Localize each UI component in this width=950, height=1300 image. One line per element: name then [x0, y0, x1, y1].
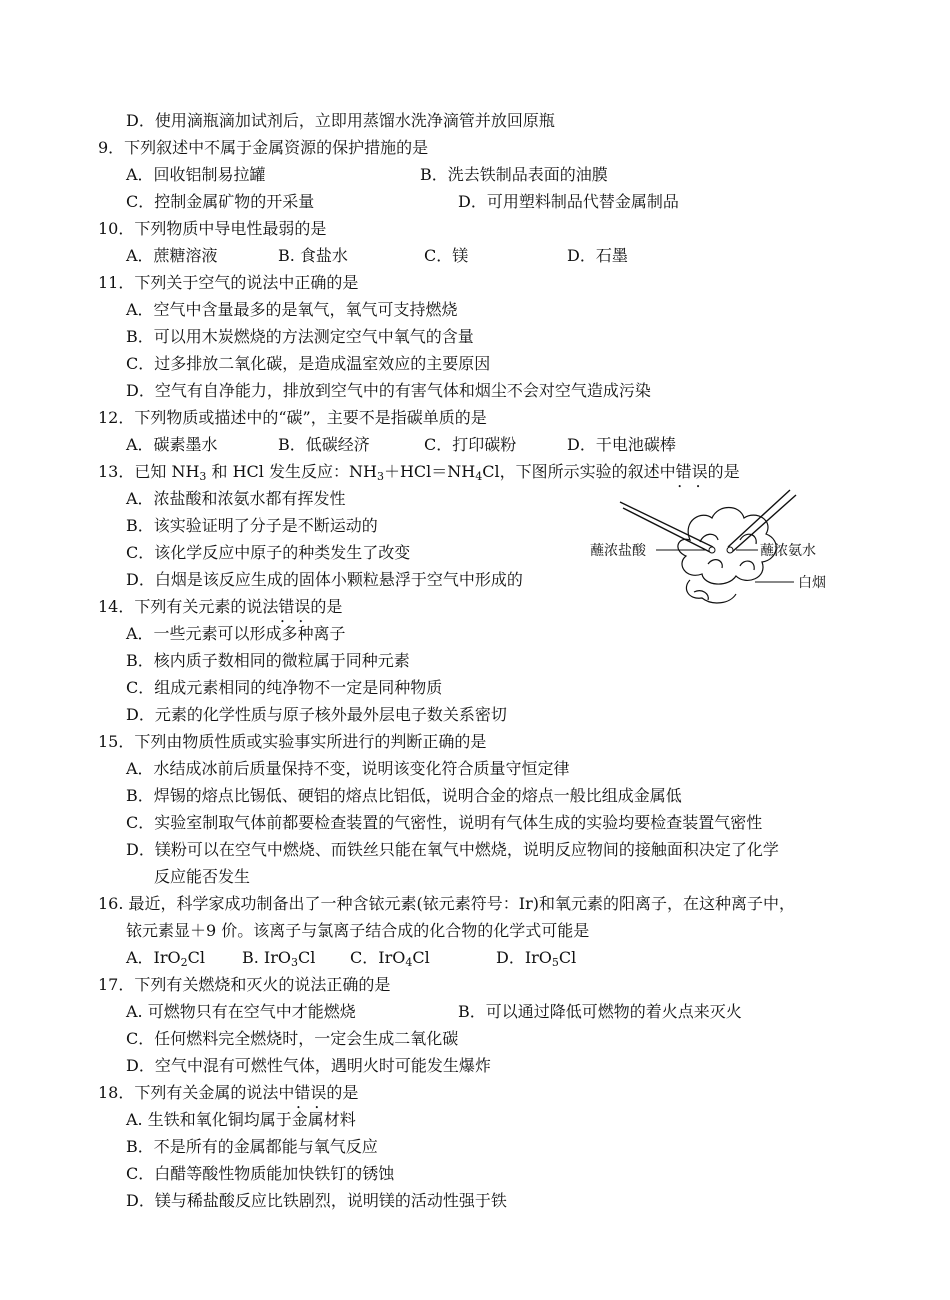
q18-option-c: C．白醋等酸性物质能加快铁钉的锈蚀 — [126, 1164, 395, 1183]
label-conc-ammonia: 蘸浓氨水 — [760, 543, 816, 559]
q10-option-c: C．镁 — [424, 246, 469, 265]
q15-option-b: B．焊锡的熔点比锡低、硬铝的熔点比铝低，说明合金的熔点一般比组成金属低 — [126, 786, 682, 805]
q15-option-d-continued: 反应能否发生 — [154, 867, 251, 886]
q17-option-a: A. 可燃物只有在空气中才能燃烧 — [126, 1002, 356, 1021]
subscript: 4 — [475, 470, 483, 483]
q9-option-a: A．回收铝制易拉罐 — [126, 165, 266, 184]
experiment-diagram — [590, 480, 850, 620]
q13-stem-part: ＋HCl＝NH — [383, 462, 476, 481]
q12-stem: 12．下列物质或描述中的“碳”，主要不是指碳单质的是 — [98, 408, 487, 427]
emphasis-word: 错误 • • — [294, 1083, 326, 1102]
q14-option-a: A．一些元素可以形成多种离子 — [126, 624, 346, 643]
white-smoke-experiment-figure — [590, 480, 850, 620]
q18-stem — [98, 1082, 358, 1104]
q18-option-d: D．镁与稀盐酸反应比铁剧烈，说明镁的活动性强于铁 — [126, 1191, 507, 1210]
q14-stem-part: 的是 — [310, 597, 343, 616]
q9-option-b: B．洗去铁制品表面的油膜 — [420, 165, 608, 184]
q16-stem: 16. 最近，科学家成功制备出了一种含铱元素(铱元素符号：Ir)和氧元素的阳离子，在这种离子中， — [98, 894, 795, 913]
q10-option-d: D．石墨 — [567, 246, 628, 265]
q14-option-b: B．核内质子数相同的微粒属于同种元素 — [126, 651, 410, 670]
label-conc-hcl: 蘸浓盐酸 — [590, 543, 646, 559]
q18-stem-part: 的是 — [326, 1083, 359, 1102]
subscript: 2 — [180, 956, 188, 969]
subscript: 5 — [551, 956, 559, 969]
rod-tip-right — [727, 547, 733, 553]
q8-option-d: D．使用滴瓶滴加试剂后，立即用蒸馏水洗净滴管并放回原瓶 — [126, 111, 555, 130]
subscript: 4 — [405, 956, 413, 969]
q17-option-b: B．可以通过降低可燃物的着火点来灭火 — [458, 1002, 742, 1021]
emphasis-word: 错误 • • — [676, 462, 708, 481]
q18-stem-part: 18．下列有关金属的说法中 — [98, 1083, 295, 1102]
rod-tip-left — [709, 547, 715, 553]
q13-stem-part: 的是 — [707, 462, 740, 481]
q11-option-a: A．空气中含量最多的是氧气，氧气可支持燃烧 — [126, 300, 458, 319]
formula-part: Cl — [298, 948, 316, 967]
q14-option-d: D．元素的化学性质与原子核外最外层电子数关系密切 — [126, 705, 507, 724]
formula-part: Cl — [187, 948, 206, 967]
q12-option-d: D．干电池碳棒 — [567, 435, 676, 454]
formula-part: B. IrO — [242, 948, 292, 967]
q14-stem-part: 14．下列有关元素的说法 — [98, 597, 279, 616]
q12-option-c: C．打印碳粉 — [424, 435, 517, 454]
q17-stem: 17．下列有关燃烧和灭火的说法正确的是 — [98, 975, 391, 994]
q13-option-c: C．该化学反应中原子的种类发生了改变 — [126, 543, 411, 562]
q12-option-b: B．低碳经济 — [278, 435, 370, 454]
q9-option-c: C．控制金属矿物的开采量 — [126, 192, 315, 211]
q15-stem: 15．下列由物质性质或实验事实所进行的判断正确的是 — [98, 732, 487, 751]
formula-part: D．IrO — [496, 948, 552, 967]
subscript: 3 — [199, 470, 207, 483]
emphasis-word: 错误 • • — [278, 597, 310, 616]
formula-part: A．IrO — [126, 948, 181, 967]
q18-option-b: B．不是所有的金属都能与氧气反应 — [126, 1137, 378, 1156]
q17-option-c: C．任何燃料完全燃烧时，一定会生成二氧化碳 — [126, 1029, 459, 1048]
subscript: 3 — [291, 956, 299, 969]
formula-part: C．IrO — [350, 948, 406, 967]
q9-option-d: D．可用塑料制品代替金属制品 — [458, 192, 679, 211]
q11-option-d: D．空气有自净能力，排放到空气中的有害气体和烟尘不会对空气造成污染 — [126, 381, 651, 400]
q13-option-a: A．浓盐酸和浓氨水都有挥发性 — [126, 489, 346, 508]
label-white-smoke: 白烟 — [798, 575, 826, 591]
q18-option-a: A. 生铁和氧化铜均属于金属材料 — [126, 1110, 356, 1129]
q13-stem-part: 13．已知 NH — [98, 462, 200, 481]
q11-option-c: C．过多排放二氧化碳，是造成温室效应的主要原因 — [126, 354, 491, 373]
q13-option-d: D．白烟是该反应生成的固体小颗粒悬浮于空气中形成的 — [126, 570, 523, 589]
q14-option-c: C．组成元素相同的纯净物不一定是同种物质 — [126, 678, 443, 697]
q13-stem-part: Cl，下图所示实验的叙述中 — [482, 462, 676, 481]
q17-option-d: D．空气中混有可燃性气体，遇明火时可能发生爆炸 — [126, 1056, 491, 1075]
q14-stem — [98, 596, 342, 618]
q15-option-c: C．实验室制取气体前都要检查装置的气密性，说明有气体生成的实验均要检查装置气密性 — [126, 813, 763, 832]
q9-stem: 9．下列叙述中不属于金属资源的保护措施的是 — [98, 138, 429, 157]
q16-option-a — [126, 947, 205, 974]
q10-option-a: A．蔗糖溶液 — [126, 246, 218, 265]
q10-stem: 10．下列物质中导电性最弱的是 — [98, 219, 327, 238]
q11-option-b: B．可以用木炭燃烧的方法测定空气中氧气的含量 — [126, 327, 474, 346]
formula-part: Cl — [412, 948, 430, 967]
q16-stem-continued: 铱元素显＋9 价。该离子与氯离子结合成的化合物的化学式可能是 — [126, 921, 590, 940]
subscript: 3 — [376, 470, 384, 483]
q16-option-c — [350, 947, 430, 974]
q10-option-b: B. 食盐水 — [278, 246, 348, 265]
q15-option-d: D．镁粉可以在空气中燃烧、而铁丝只能在氧气中燃烧，说明反应物间的接触面积决定了化学 — [126, 840, 779, 859]
q16-option-d — [496, 947, 576, 974]
q15-option-a: A．水结成冰前后质量保持不变，说明该变化符合质量守恒定律 — [126, 759, 570, 778]
formula-part: Cl — [558, 948, 577, 967]
q11-stem: 11．下列关于空气的说法中正确的是 — [98, 273, 359, 292]
q12-option-a: A．碳素墨水 — [126, 435, 218, 454]
q13-stem-part: 和 HCl 发生反应：NH — [206, 462, 377, 481]
q13-option-b: B．该实验证明了分子是不断运动的 — [126, 516, 378, 535]
q16-option-b — [242, 947, 315, 974]
